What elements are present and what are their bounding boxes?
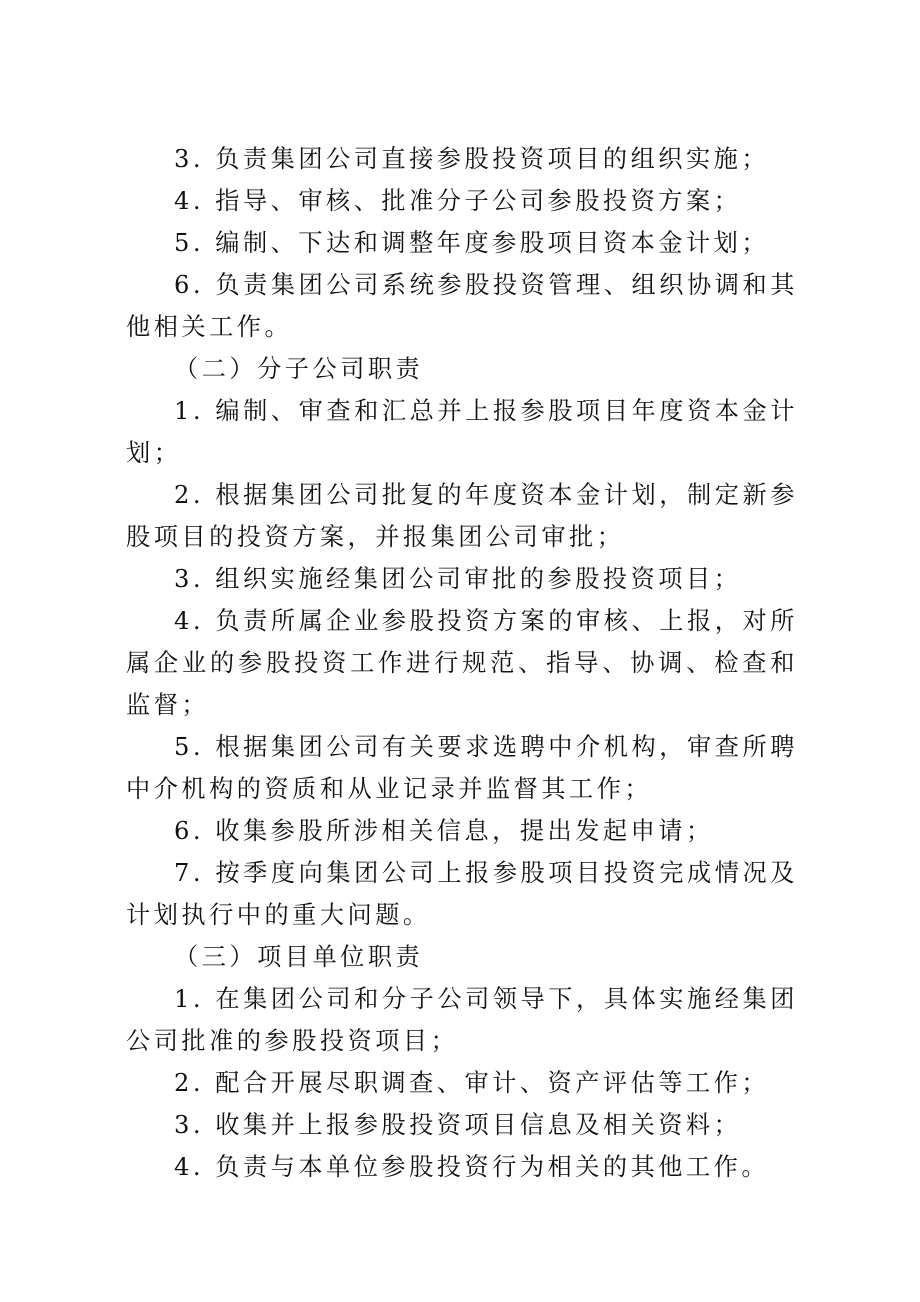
list-item: 1. 在集团公司和分子公司领导下，具体实施经集团公司批准的参股投资项目； — [126, 985, 798, 1055]
list-item: 3. 负责集团公司直接参股投资项目的组织实施； — [174, 145, 770, 173]
list-item: 7. 按季度向集团公司上报参股项目投资完成情况及计划执行中的重大问题。 — [126, 859, 798, 929]
list-item: 6. 负责集团公司系统参股投资管理、组织协调和其他相关工作。 — [126, 271, 798, 341]
list-item: 4. 负责与本单位参股投资行为相关的其他工作。 — [174, 1153, 770, 1181]
section-heading: （三）项目单位职责 — [174, 943, 424, 971]
list-item: 1. 编制、审查和汇总并上报参股项目年度资本金计划； — [126, 397, 798, 467]
list-item: 3. 组织实施经集团公司审批的参股投资项目； — [174, 565, 742, 593]
section-heading: （二）分子公司职责 — [174, 355, 424, 383]
list-item: 2. 根据集团公司批复的年度资本金计划，制定新参股项目的投资方案，并报集团公司审批； — [126, 481, 798, 551]
list-item: 5. 编制、下达和调整年度参股项目资本金计划； — [174, 229, 770, 257]
list-item: 4. 指导、审核、批准分子公司参股投资方案； — [174, 187, 742, 215]
list-item: 4. 负责所属企业参股投资方案的审核、上报，对所属企业的参股投资工作进行规范、指导、协调、检查和监督； — [126, 607, 798, 719]
list-item: 3. 收集并上报参股投资项目信息及相关资料； — [174, 1111, 742, 1139]
document-body — [126, 138, 798, 1188]
list-item: 6. 收集参股所涉相关信息，提出发起申请； — [174, 817, 714, 845]
list-item: 2. 配合开展尽职调查、审计、资产评估等工作； — [174, 1069, 770, 1097]
list-item: 5. 根据集团公司有关要求选聘中介机构，审查所聘中介机构的资质和从业记录并监督其工作； — [126, 733, 798, 803]
